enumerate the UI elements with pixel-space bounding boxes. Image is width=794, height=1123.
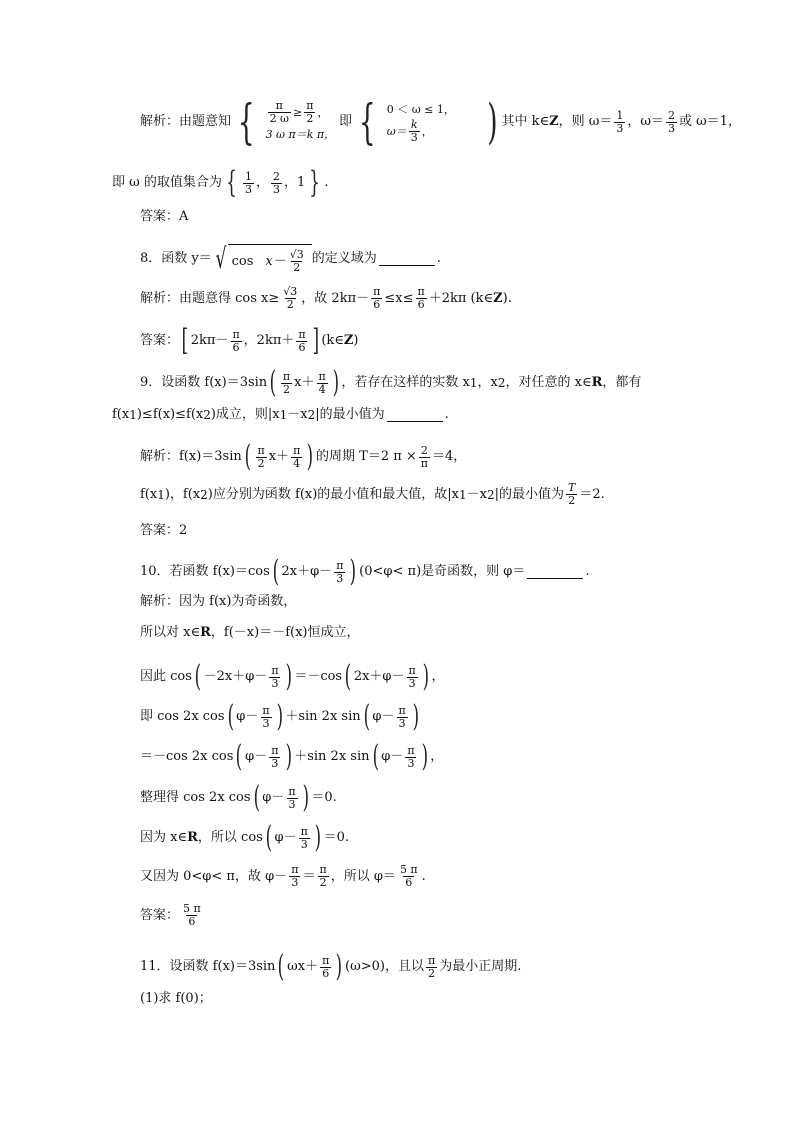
fraction: $\frac{\pi}{2}$: [306, 99, 314, 125]
q10-question: 10．若函数 f(x)＝cos ( 2x＋φ－ $\frac{\pi}{3}$ ) (0<φ< π )是奇函数，则 φ＝ .: [140, 554, 590, 589]
right-brace: ): [486, 94, 498, 150]
fraction: $\frac{\pi}{2 \omega}$: [269, 99, 290, 125]
system-of-conditions: 0 ＜ ω ≤ 1， ω＝ $\frac{k}{3}$ ，: [386, 103, 455, 144]
q10-analysis-1: 解析：因为 f(x)为奇函数，: [140, 594, 297, 609]
q8-answer: 答案： [ 2kπ－ $\frac{\pi}{6}$ ，2kπ＋ $\frac{\pi}{6}$ ] (k∈ Z ): [140, 323, 359, 358]
q10-analysis-4: 即 cos 2x cos ( φ－ $\frac{\pi}{3}$ ) ＋sin 2x sin ( φ－ $\frac{\pi}{3}$ ): [140, 699, 419, 734]
left-brace: {: [359, 94, 376, 150]
q10-analysis-5: ＝－cos 2x cos ( φ－ $\frac{\pi}{3}$ ) ＋sin 2x sin ( φ－ $\frac{\pi}{3}$ ) ，: [140, 739, 444, 774]
q7-set-line: 即 ω 的取值集合为 { $\frac{1}{3}$ ， $\frac{2}{3}$ ，1 } .: [112, 165, 329, 200]
fraction: $\frac{k}{3}$: [410, 118, 418, 144]
q10-answer: 答案： $\frac{5 \pi}{6}$: [140, 902, 201, 928]
answer-blank: [379, 253, 435, 266]
q8-analysis: 解析：由题意得 cos x≥ $\frac{√3}{2}$ ，故 2kπ－ $\frac{\pi}{6}$ ≤x≤ $\frac{\pi}{6}$ ＋2kπ (k∈ Z ).: [140, 285, 512, 311]
answer-blank: [527, 566, 583, 579]
q8-question: 8．函数 y＝ √ cos x－ $\frac{√3}{2}$ 的定义域为 .: [140, 242, 441, 275]
q10-analysis-2: 所以对 x∈ R ，f(－x)＝－f(x)恒成立，: [140, 625, 360, 640]
answer-blank: [387, 409, 443, 422]
square-root: √ cos x－ $\frac{√3}{2}$: [212, 244, 312, 274]
q10-analysis-7: 因为 x∈ R ，所以 cos ( φ－ $\frac{\pi}{3}$ ) ＝0.: [140, 820, 350, 855]
q7-analysis-line: 解析：由题意知 { $\frac{\pi}{2 \omega}$ ≥ $\frac{\pi}{2}$ ， 3 ω π＝k π， 即 { 0 ＜ ω ≤ 1， ω＝ $\frac{k}{3}$ ， ) 其中 k∈ Z ，则 ω＝ $\frac{1}{3}$ ，ω＝ $\frac{2}{3}$ 或 ω＝1，: [140, 94, 741, 150]
q9-question: 9．设函数 f(x)＝3sin ( $\frac{\pi}{2}$ x＋ $\frac{\pi}{4}$ ) ，若存在这样的实数 x 1 ，x 2 ，对任意的 x∈ R ，都有: [140, 365, 642, 400]
q10-analysis-3: 因此 cos ( －2x＋φ－ $\frac{\pi}{3}$ ) ＝－cos ( 2x＋φ－ $\frac{\pi}{3}$ ) ，: [140, 659, 445, 694]
q9-analysis: 解析：f(x)＝3sin ( $\frac{\pi}{2}$ x＋ $\frac{\pi}{4}$ ) 的周期 T＝2 π × $\frac{2}{\pi}$ ＝4，: [140, 439, 467, 474]
q10-analysis-6: 整理得 cos 2x cos ( φ－ $\frac{\pi}{3}$ ) ＝0.: [140, 780, 337, 815]
analysis-text: 解析：由题意知: [140, 114, 232, 129]
system-of-conditions: $\frac{\pi}{2 \omega}$ ≥ $\frac{\pi}{2}$ ， 3 ω π＝k π，: [265, 99, 336, 141]
q9-question-line2: f(x 1 )≤f(x)≤f(x 2 )成立，则|x 1 －x 2 |的最小值为 .: [112, 407, 449, 422]
q9-analysis-line2: f(x 1 )，f(x 2 )应分别为函数 f(x)的最小值和最大值，故|x 1 －x 2 |的最小值为 $\frac{T}{2}$ ＝2.: [140, 481, 605, 507]
q11-question: 11．设函数 f(x)＝3sin ( ωx＋ $\frac{\pi}{6}$ ) (ω>0)，且以 $\frac{\pi}{2}$ 为最小正周期.: [140, 949, 522, 984]
left-brace: {: [237, 94, 255, 150]
analysis-text: 即: [339, 114, 353, 129]
q9-answer: 答案：2: [140, 523, 188, 538]
q7-answer: 答案：A: [140, 209, 189, 224]
q11-subquestion-1: (1)求 f(0)；: [140, 991, 212, 1006]
q10-analysis-8: 又因为 0<φ< π，故 φ－ $\frac{\pi}{3}$ ＝ $\frac{\pi}{2}$ ，所以 φ＝ $\frac{5 \pi}{6}$ .: [140, 863, 426, 889]
